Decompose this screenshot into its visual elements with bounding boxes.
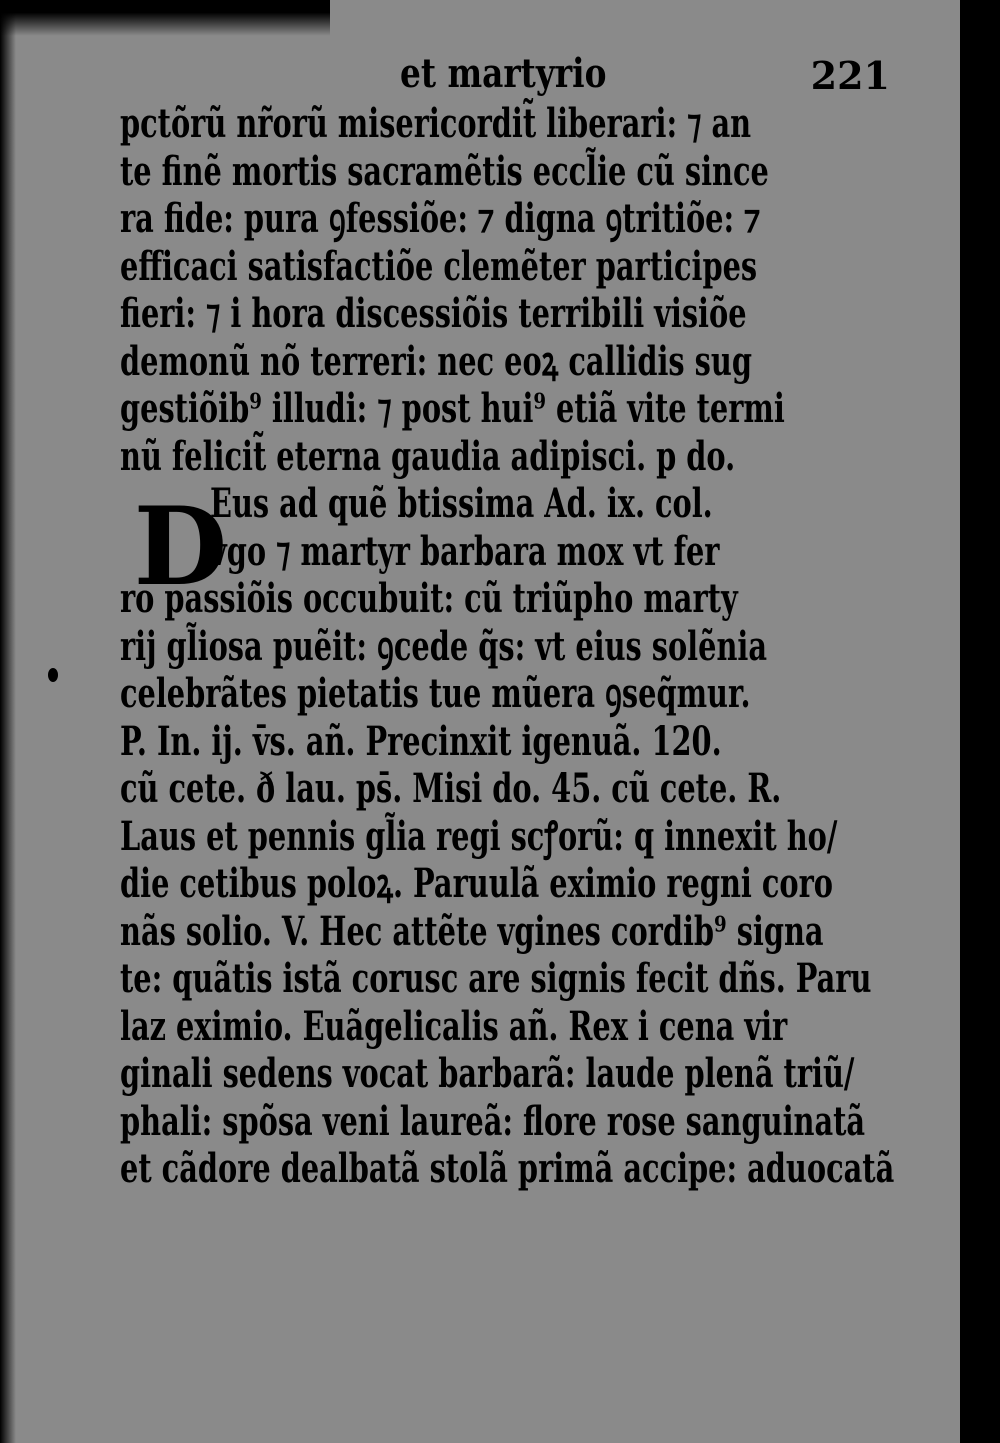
text-line: ra fide: pura ꝯfessiõe: ⁊ digna ꝯtritiõe: ⁊ (120, 195, 761, 242)
page-shadow-left (0, 0, 16, 1443)
text-line: gestiõib⁹ illudi: ⁊ post hui⁹ etiã vite termi (120, 385, 785, 432)
text-line: die cetibus poloꝝ. Paruulã eximio regni coro (120, 860, 834, 907)
drop-cap-initial: D (133, 484, 228, 610)
rubric-line: cũ cete. ð lau. ps̄. Misi do. 45. cũ cete. R. (120, 765, 782, 812)
text-line: te finẽ mortis sacramẽtis eccl̃ie cũ since (120, 147, 769, 195)
page-edge-right (960, 0, 1000, 1443)
folio-number: 221 (810, 53, 890, 98)
running-head: et martyrio (400, 50, 607, 97)
text-line: demonũ nõ terreri: nec eoꝝ callidis sug (120, 337, 752, 385)
text-block (120, 100, 910, 1193)
text-line: et cãdore dealbatã stolã primã accipe: aduocatã (120, 1145, 895, 1192)
text-line: fieri: ⁊ i hora discessiõis terribili visiõe (120, 290, 747, 337)
text-line: te: quãtis istã corusc are signis fecit dñs. Paru (120, 955, 872, 1002)
text-line: rij gl̃iosa puẽit: ꝯcede q̃s: vt eius solẽnia (120, 622, 767, 670)
text-line: celebrãtes pietatis tue mũera ꝯseq̃mur. (120, 670, 751, 717)
text-line: laz eximio. Euãgelicalis añ. Rex i cena vir (120, 1002, 788, 1050)
text-line: nãs solio. V. Hec attẽte vgines cordib⁹ signa (120, 907, 824, 955)
text-line: vgo ⁊ martyr barbara mox vt fer (210, 527, 720, 575)
collect-heading-line: Eus ad quẽ btissima Ad. ix. col. (210, 480, 713, 527)
text-line: pctõrũ nr̃orũ misericordit̃ liberari: ⁊ an (120, 100, 752, 147)
ink-stain (48, 668, 58, 682)
rubric-line: P. In. ij. v̄s. añ. Precinxit igenuã. 120. (120, 717, 722, 765)
text-line: nũ felicit̃ eterna gaudia adipisci. p do. (120, 432, 736, 480)
text-line: Laus et pennis gl̃ia regi scꝭorũ: q innexit ho/ (120, 812, 838, 860)
text-line: ginali sedens vocat barbarã: laude plenã triũ/ (120, 1050, 855, 1097)
text-line: efficaci satisfactiõe clemẽter participes (120, 242, 758, 290)
page-shadow-top (0, 0, 330, 36)
text-line: ro passiõis occubuit: cũ triũpho marty (120, 575, 738, 622)
text-line: phali: spõsa veni laureã: flore rose sanguinatã (120, 1097, 866, 1145)
